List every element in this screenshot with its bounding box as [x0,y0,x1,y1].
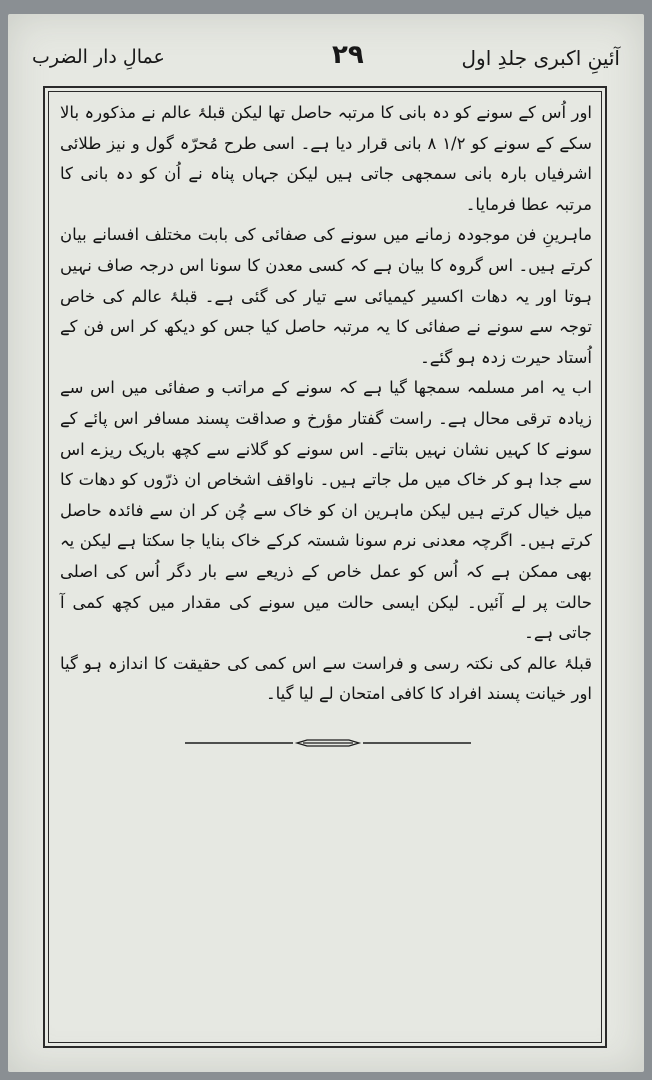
chapter-title: عمالِ دار الضرب [32,46,165,68]
section-end-ornament [185,738,471,748]
paragraph: ماہرینِ فن موجودہ زمانے میں سونے کی صفائی کی بابت مختلف افسانے بیان کرتے ہیں۔ اس گروہ کا بیان ہے کہ کسی معدن کا سونا اس درجہ صاف نہیں ہوتا اور یہ دھات اکسیر کیمیائی سے تیار کی گئی ہے۔ قبلۂ عالم کی خاص توجہ سے سونے نے صفائی کا یہ مرتبہ حاصل کیا جس کو دیکھ کر اس فن کے اُستاد حیرت زدہ ہو گئے۔ [60,225,592,367]
page-header [32,40,620,84]
book-title: آئینِ اکبری جلدِ اول [461,46,620,70]
page-body [60,98,592,710]
paragraph: اب یہ امر مسلمہ سمجھا گیا ہے کہ سونے کے مراتب و صفائی میں اس سے زیادہ ترقی محال ہے۔ راست گفتار مؤرخ و صداقت پسند مسافر اس پائے کے سونے کا کہیں نشان نہیں بتاتے۔ اس سونے کو گلانے سے کچھ باریک ریزے اس سے جدا ہو کر خاک میں مل جاتے ہیں۔ ناواقف اشخاص ان ذرّوں کو دھات کا میل خیال کرتے ہیں لیکن ماہرین ان کو خاک سے چُن کر ان سے فائدہ حاصل کرتے ہیں۔ اگرچہ معدنی نرم سونا شستہ کرکے خاک بنایا جا سکتا ہے لیکن یہ بھی ممکن ہے کہ اُس کو عمل خاص کے ذریعے سے بار دگر اُس کی اصلی حالت پر لے آئیں۔ لیکن ایسی حالت میں سونے کی مقدار میں کچھ کمی آ جاتی ہے۔ [60,378,592,643]
paragraph: قبلۂ عالم کی نکتہ رسی و فراست سے اس کمی کی حقیقت کا اندازہ ہو گیا اور خیانت پسند افراد کا کافی امتحان لے لیا گیا۔ [60,653,592,704]
page-number: ۲۹ [332,40,364,70]
paragraph: اور اُس کے سونے کو دہ بانی کا مرتبہ حاصل تھا لیکن قبلۂ عالم نے مذکورہ بالا سکے کے سونے کو ۱/۲ ۸ بانی قرار دیا ہے۔ اسی طرح مُحرّہ گول و نیز طلائی اشرفیاں بارہ بانی سمجھی جاتی ہیں لیکن جہاں پناہ نے اُن کو دہ بانی کا مرتبہ عطا فرمایا۔ [60,103,592,214]
